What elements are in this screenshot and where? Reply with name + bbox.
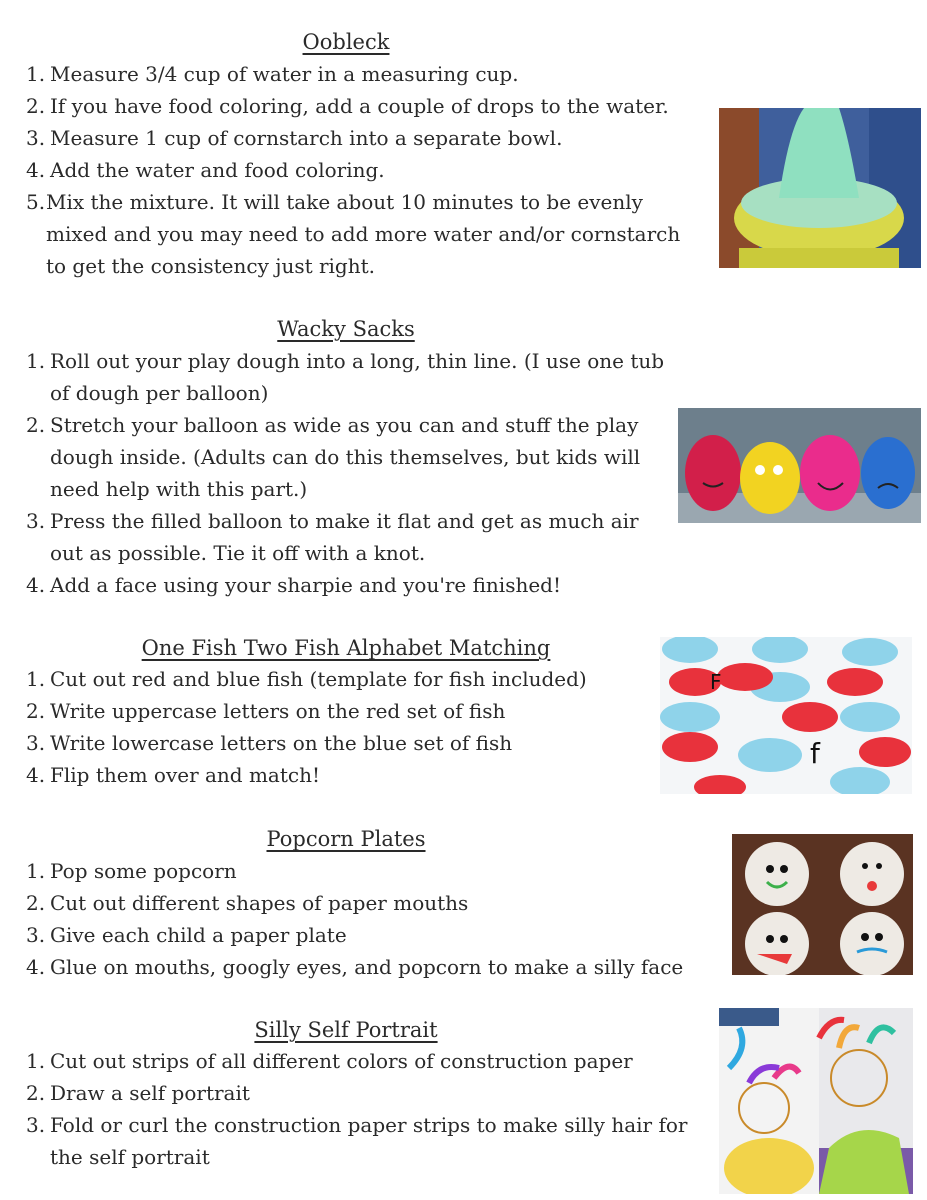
list-item: 1. Roll out your play dough into a long, thin line. (I use one tub of dough per balloon) bbox=[26, 349, 665, 405]
list-item: 3. Give each child a paper plate bbox=[26, 923, 347, 947]
oobleck-bowl-photo bbox=[719, 108, 921, 268]
list-item: 4. Flip them over and match! bbox=[26, 763, 321, 787]
popcorn-plates-photo bbox=[732, 834, 913, 975]
list-item: 4. Add the water and food coloring. bbox=[26, 158, 385, 182]
list-item: 2. Write uppercase letters on the red set of fish bbox=[26, 699, 506, 723]
list-item: 3. Write lowercase letters on the blue set of fish bbox=[26, 731, 513, 755]
steps-silly-self-portrait bbox=[26, 1045, 690, 1173]
paper-fish-photo bbox=[660, 637, 912, 794]
list-item: 1. Measure 3/4 cup of water in a measuring cup. bbox=[26, 62, 519, 86]
fish-letter-lower: f bbox=[810, 737, 820, 770]
list-item: 4. Add a face using your sharpie and you're finished! bbox=[26, 573, 562, 597]
section-title-wacky-sacks: Wacky Sacks bbox=[277, 317, 415, 341]
list-item: 3. Measure 1 cup of cornstarch into a separate bowl. bbox=[26, 126, 563, 150]
section-title-alphabet-matching: One Fish Two Fish Alphabet Matching bbox=[141, 636, 551, 660]
section-title-silly-self-portrait: Silly Self Portrait bbox=[254, 1018, 438, 1042]
list-item: 3. Fold or curl the construction paper strips to make silly hair for the self portrait bbox=[26, 1113, 688, 1169]
fish-letter-upper: F bbox=[710, 670, 722, 694]
steps-popcorn-plates bbox=[26, 855, 726, 983]
steps-oobleck bbox=[26, 58, 686, 282]
list-item: 5. Mix the mixture. It will take about 10 minutes to be evenly mixed and you may need to add more water and/or cornstarch to get the consistency just right. bbox=[26, 190, 681, 278]
list-item: 3. Press the filled balloon to make it flat and get as much air out as possible. Tie it off with a knot. bbox=[26, 509, 639, 565]
list-item: 2. If you have food coloring, add a couple of drops to the water. bbox=[26, 94, 669, 118]
list-item: 2. Stretch your balloon as wide as you can and stuff the play dough inside. (Adults can do this themselves, but kids will need help with this part.) bbox=[26, 413, 641, 501]
list-item: 2. Draw a self portrait bbox=[26, 1081, 250, 1105]
list-item: 4. Glue on mouths, googly eyes, and popcorn to make a silly face bbox=[26, 955, 684, 979]
section-title-oobleck: Oobleck bbox=[302, 30, 390, 54]
section-title-popcorn-plates: Popcorn Plates bbox=[266, 827, 426, 851]
self-portrait-photo bbox=[719, 1008, 913, 1194]
steps-alphabet-matching bbox=[26, 663, 656, 791]
list-item: 1. Cut out strips of all different colors of construction paper bbox=[26, 1049, 633, 1073]
steps-wacky-sacks bbox=[26, 345, 674, 601]
balloon-faces-photo bbox=[678, 408, 921, 523]
list-item: 1. Pop some popcorn bbox=[26, 859, 237, 883]
list-item: 2. Cut out different shapes of paper mouths bbox=[26, 891, 469, 915]
list-item: 1. Cut out red and blue fish (template for fish included) bbox=[26, 667, 587, 691]
